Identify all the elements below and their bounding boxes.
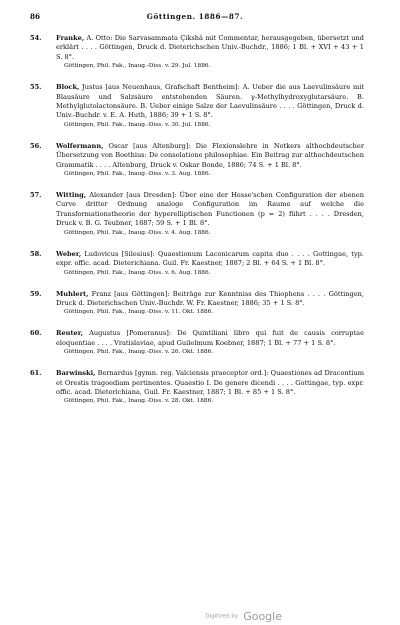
entry-number: 60. — [30, 329, 42, 338]
watermark-prefix: Digitized by — [205, 613, 239, 620]
dissertation-note: Göttingen, Phil. Fak., Inaug.-Diss. v. 29. Jul. 1886. — [64, 63, 211, 70]
author-name: Weber, — [56, 249, 82, 258]
author-name: Wolfermann, — [56, 141, 104, 150]
entry-number: 58. — [30, 249, 42, 258]
list-item — [30, 329, 364, 357]
entry-text: Bernardus [gymn. reg. Valciensis praeceptor ord.]: Quaestiones ad Dracontium et Orestis tragoediam pertinentes. Quaestio I. De genere dicendi . . . . Gottingae, typ. expr. offic. acad. Dieterichiana, Guil. Fr. Kaestner, 1887; 1 Bl. + 85 + 1 S. 8°. — [56, 369, 364, 396]
list-item — [30, 83, 364, 130]
dissertation-list — [30, 34, 364, 418]
author-name: Block, — [56, 83, 80, 92]
entry-text: Ludovicus [Silesius]: Quaestionum Laconicarum capita duo . . . . Gottingae, typ. expr. offic. acad. Dieterichiana. Guil. Fr. Kaestner, 1887; 2 Bl. + 64 S. + 1 Bl. 8°. — [56, 249, 364, 268]
entry-number: 59. — [30, 289, 42, 298]
list-item — [30, 250, 364, 278]
list-item — [30, 369, 364, 406]
dissertation-note: Göttingen, Phil. Fak., Inaug.-Diss. v. 4. Aug. 1886. — [64, 229, 211, 236]
entry-text: A. Otto: Die Sarvasammata Çikshâ mit Commentar, herausgegeben, übersetzt und erklärt . . . . Göttingen, Druck d. Dieterichschen Univ.-Buchdr., 1886; 1 Bl. + XVI + 43 + 1 S. 8°. — [56, 34, 364, 61]
dissertation-note: Göttingen, Phil. Fak., Inaug.-Diss. v. 30. Jul. 1886. — [64, 121, 211, 128]
list-item — [30, 142, 364, 179]
entry-text: Justus [aus Neuenhaus, Grafschaft Bentheim]: A. Ueber die aus Laevulinsäure mit Blausäure und Salzsäure entstehenden Säuren. γ-Methylhydroxyglutarsäure. B. Methylglutolactonsäure. B. Ueber einige Salze der Laevulinsäure . . . . Göttingen, Druck d. Univ.-Buchdr. v. E. A. Huth, 1886; 39 + 1 S. 8°. — [56, 83, 364, 120]
dissertation-note: Göttingen, Phil. Fak., Inaug.-Diss. v. 26. Okt. 1886. — [64, 349, 214, 356]
dissertation-note: Göttingen, Phil. Fak., Inaug.-Diss. v. 11. Okt. 1886. — [64, 309, 214, 316]
google-watermark — [205, 606, 282, 625]
page-number: 86 — [30, 12, 41, 21]
author-name: Muhlert, — [56, 289, 89, 298]
list-item — [30, 191, 364, 238]
google-logo: Google — [243, 610, 282, 623]
entry-text: Oscar [aus Altenburg]: Die Flexionslehre in Notkers althochdeutscher Übersetzung von Boethius: De consolatione philosophiae. Ein Beitrag zur althochdeutschen Grammatik . . . . Altenburg, Druck v. Oskar Bonde, 1886; 74 S. + 1 Bl. 8°. — [56, 141, 364, 169]
entry-text: Alexander [aus Dresden]: Über eine der Hesse'schen Configuration der ebenen Curve dritter Ordnung analoge Configuration im Raume auf welche die Transformationstheorie der hyperelliptischen Functionen (p = 2) führt . . . . Dresden, Druck v. B. G. Teubner, 1887; 59 S. + 1 Bl. 8°. — [56, 191, 364, 228]
dissertation-note: Göttingen, Phil. Fak., Inaug.-Diss. v. 3. Aug. 1886. — [64, 171, 211, 178]
entry-number: 56. — [30, 141, 42, 150]
author-name: Reuter, — [56, 329, 83, 338]
dissertation-note: Göttingen, Phil. Fak., Inaug.-Diss. v. 6. Aug. 1886. — [64, 269, 211, 276]
entry-number: 54. — [30, 34, 42, 42]
entry-text: Franz [aus Göttingen]: Beiträge zur Kenntniss des Thiophens . . . . Göttingen, Druck d. Dieterichschen Univ.-Buchdr. W. Fr. Kaestner, 1886; 35 + 1 S. 8°. — [56, 289, 364, 307]
list-item — [30, 290, 364, 318]
author-name: Witting, — [56, 191, 87, 200]
running-title: Göttingen. 1886—87. — [146, 12, 244, 21]
entry-text: Augustus [Pomeranus]: De Quintiliani libro qui fuit de causis corruptae eloquentiae . . . . Vratislaviae, apud Guilelmum Koebner, 1887; 1 Bl. + 77 + 1 S. 8°. — [56, 329, 364, 347]
list-item — [30, 34, 364, 71]
entry-number: 61. — [30, 369, 42, 378]
dissertation-note: Göttingen, Phil. Fak., Inaug.-Diss. v. 28. Okt. 1886. — [64, 398, 214, 405]
page-header — [30, 12, 360, 24]
author-name: Franke, — [56, 34, 85, 42]
entry-number: 55. — [30, 83, 42, 92]
author-name: Barwinski, — [56, 369, 96, 378]
entry-number: 57. — [30, 191, 42, 200]
